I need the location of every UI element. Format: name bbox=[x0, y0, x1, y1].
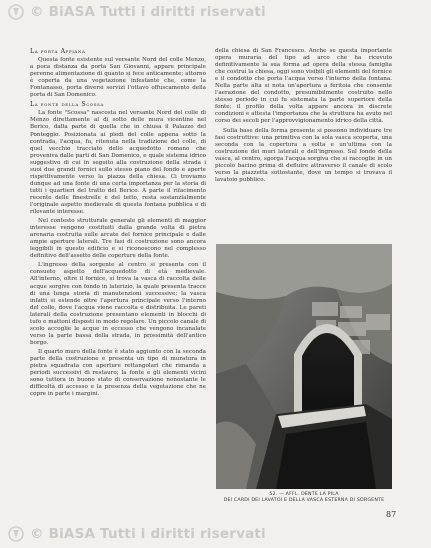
figure-caption bbox=[212, 492, 396, 504]
paragraph: Sulla base della forma presente si possono individuare tre fasi costruttive: una primitiva con la sola vasca scoperta, una seconda con la copertura a volta e un'ultima con la costruzione dei muri laterali e dell'ingresso. Sul fondo della vasca, al centro, sgorga l'acqua sorgiva che si raccoglie in un piccolo bacino prima di defluire attraverso il canale di scolo verso la piazzetta sottostante, dove un tempo si trovava il lavatoio pubblico. bbox=[215, 127, 392, 183]
paragraph: La fonte "Scossa" nascosta nel versante Nord del colle di Menzo direttamente al di sotto delle mura vicentine nel Berico, dalla parte di quella che in chiusa il Palazzo del Ponteggio. Posizionata ai piedi del colle appena sotto la contrada, l'acqua, fu, ritenuta nella tradizione del colle, di quel vecchio tracciato dello acquedotto romano che proveniva dalle parti di San Domenico, e quale sistema idrico suggestivo di cui in seguito alla costruzione della strada i suoi due grandi fornici sullo stesso piano del fondo e aperte rispettivamente verso la piazza della chiesa. Ci troviamo dunque ad una fonte di una certa importanza per la storia di tutti i quartieri del tratto del Berico. A parte il rifacimento recente delle finestrelle e del tetto, resta sostanzialmente l'originale aspetto medievale di questa fontana pubblica e di rilevante interesse. bbox=[30, 110, 206, 216]
fountain-photograph bbox=[216, 244, 392, 489]
section-heading-fonte-scossa: La fonte della Scossa bbox=[30, 101, 104, 109]
paragraph: Nel contesto strutturale generale gli elementi di maggior interesse vengono costituiti dalla grande volta di pietra arenaria costruita sulle arcate del fornice principale e dalle ampie aperture laterali. Tre fasi di costruzione sono ancora leggibili in questo edificio e si riconoscono nel complesso definitivo dell'assetto delle coperture della fonte. bbox=[30, 218, 206, 260]
paragraph: della chiesa di San Francesco. Anche se questa importante opera muraria del tipo ad arco che ha ricevuto definitivamente la sua forma ad opera della stessa famiglia che costruì la chiesa, oggi sono visibili gli elementi del fornice e il condotto che porta l'acqua verso l'interno della fontana. Nella parte alta si nota un'apertura a feritoia che consente l'aerazione del condotto, presumibilmente costruito nello stesso periodo in cui fu sistemata la parte superiore della fonte; il profilo della volta appare ancora in discrete condizioni e attesta l'importanza che la struttura ha avuto nel corso dei secoli per l'approvvigionamento idrico della città. bbox=[215, 48, 392, 125]
photo-illustration bbox=[216, 244, 392, 489]
paragraph: L'ingresso della sorgente al centro si presenta con il consueto aspetto dell'acquedotto di età medievale. All'interno, oltre il fornice, si trova la vasca di raccolta delle acque sorgive con fondo in laterizio, la quale presenta tracce di una lunga storia di manutenzioni successive; la vasca infatti si estende oltre l'apertura principale verso l'interno del colle, dove l'acqua viene raccolta e distribuita. Le pareti laterali della costruzione presentano elementi in blocchi di tufo e mattoni disposti in modo regolare. Un piccolo canale di scolo accoglie le acque in eccesso che vengono incanalate verso la parte bassa della strada, in prossimità dell'antico borgo. bbox=[30, 262, 206, 346]
right-column bbox=[215, 48, 392, 186]
page-number: 87 bbox=[386, 510, 397, 519]
watermark-top bbox=[8, 2, 423, 22]
biasa-logo-icon bbox=[8, 4, 24, 20]
watermark-bottom bbox=[8, 524, 423, 544]
paragraph: Questa fonte esistente sul versante Nord del colle Menzo, a poca distanza da porta San Giovanni, appare principale perenne alimentazione di quanto si fece anticamente; attorno è coperta da una vegetazione infestante che, come la Fontanasso, porta diversi servizi l'ottavo offuscamento della porta di San Domenico. bbox=[30, 57, 206, 99]
biasa-logo-icon bbox=[8, 526, 24, 542]
left-column bbox=[30, 48, 206, 400]
watermark-text: © BiASA Tutti i diritti riservati bbox=[30, 4, 266, 20]
section-heading-porta-appiana: La porta Appiana bbox=[30, 48, 86, 55]
paragraph: Il quarto muro della fonte è stato aggiunto con la seconda parte della costruzione e presenta un tipo di muratura in pietra squadrata con aperture rettangolari che rimanda a periodi successivi di restauro; la fonte e gli elementi vicini sono tuttora in buono stato di conservazione nonostante le difficoltà di accesso e la presenza della vegetazione che ne copre in parte i margini. bbox=[30, 348, 206, 398]
caption-line: DEI CARDI DEI LAVATOI E DELLA VASCA ESTERNA DI SORGENTE bbox=[223, 498, 385, 503]
watermark-text: © BiASA Tutti i diritti riservati bbox=[30, 526, 266, 542]
caption-line: 52. — AFFL. DENTE LA PILA bbox=[269, 492, 339, 497]
